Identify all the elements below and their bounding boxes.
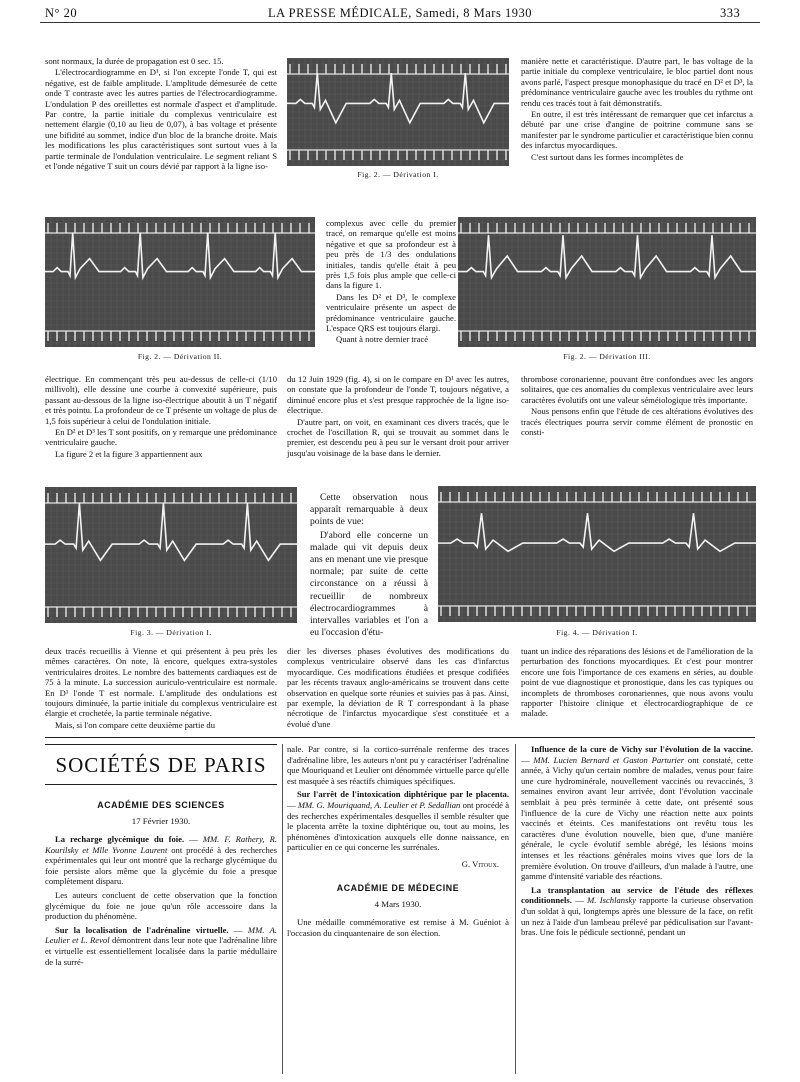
figure-caption: Fig. 2. — Dérivation III. [563,352,651,361]
ecg-trace [45,217,315,347]
paragraph: Dans les D² et D³, le complexe ventriculaire présente un aspect de prédominance ventriculaire gauche. L'espace QRS est toujours élargi. [326,291,456,334]
figure-caption: Fig. 2. — Dérivation II. [137,352,223,361]
communication-authors: MM. A. Leulier et L. Revol [45,924,277,946]
communication: Influence de la cure de Vichy sur l'évolution de la vaccine. — MM. Lucien Bernard et Gaston Parturier ont constaté, cette année, à Vichy qu'un certain nombre de malades, venus pour faire une cure hydrominérale, nouvellement vaccinés ou revaccinés, 3 semaines environ avant leur arrivée, dont l'évolution vaccinale semblait à peu près terminée à cette date, ont présenté sous l'influence de la cure de Vichy une réaction nette aux points vaccinés et éteints. Ces manifestations ont revêtu tous les caractères d'une évolution nouvelle, bien que, d'une manière générale, le cycle évolutif semble abrégé, les lésions moins intenses et les réactions générales moins vives que lors de la première évolution. On trouve d'ailleurs, d'un malade à l'autre, une gamme d'intensité variable des réactions. [521,744,754,882]
ecg-figure-2 [45,217,315,347]
academy-heading: ACADÉMIE DES SCIENCES [97,800,225,810]
session-date: 17 Février 1930. [131,816,191,826]
paragraph: D'abord elle concerne un malade qui vit depuis deux ans en menant une vie presque normale; par suite de cette circonstance on a réussi à recueillir de nombreux électrocardiogrammes à intervalles variables et l'on a eu l'occasion d'étu- [310,529,428,639]
communication-authors: MM. F. Rathery, R. Kourilsky et Mlle Yvonne Laurent [45,834,278,855]
communication-text: Une médaille commémorative est remise à M. Guéniot à l'occasion du cinquantenaire de son élection. [287,916,509,938]
communication: La transplantation au service de l'étude des réflexes conditionnels. — M. Ischlansky rapporte la curieuse observation d'un soldat à qui, longtemps après une blessure de la face, on refit un nez à l'aide d'un lambeau prélevé par pédiculisation sur l'avant-bras. Une fois le pédicule sectionné, pendant un [521,884,753,938]
paragraph: En outre, il est très intéressant de remarquer que cet infarctus a débuté par une crise d'angine de poitrine commune sans se manifester par le syndrome particulier et caractéristique bien connu des infarctus myocardiques. [521,109,753,151]
academy-heading: ACADÉMIE DE MÉDECINE [336,882,460,893]
session-date: 4 Mars 1930. [374,898,422,909]
societies-col-2 [287,744,509,941]
communication-title: La transplantation au service de l'étude des réflexes conditionnels. [521,884,753,906]
figure-caption: Fig. 2. — Dérivation I. [357,170,439,179]
article-right-bottom [521,646,753,720]
paragraph: C'est surtout dans les formes incomplètes de [531,151,684,162]
communication-authors: M. Ischlansky [587,895,637,906]
article-center-mid [287,374,509,459]
paragraph: complexus avec celle du premier tracé, on remarque qu'elle est moins négative et que sa profondeur est à peu près de 1/3 des ondulations initiales, tandis qu'elle était à peu près 1,5 fois plus ample que celle-ci dans la figure 1. [326,218,456,291]
paragraph: La figure 2 et la figure 3 appartiennent aux [55,448,203,459]
communication: La recharge glycémique du foie. — MM. F. Rathery, R. Kourilsky et Mlle Yvonne Laurent ont procédé à des recherches expérimentales qui leur ont montré que la recharge glycémique du foie persiste alors même que la glycémie du foie a presque complètement disparu. [45,834,278,887]
ecg-figure-4 [45,487,297,623]
communication-title: La recharge glycémique du foie. [55,834,185,844]
communication [45,890,277,922]
communication-text: nale. Par contre, si la cortico-surrénale renferme des traces d'adrénaline libre, les auteurs n'ont pu y caractériser l'adrénaline que Mouriquand et Leulier ont dénommée virtuelle parce qu'elle est masquée à ses réactifs chimiques spécifiques. [287,744,509,786]
communication-text: rapporte la curieuse observation d'un soldat à qui, longtemps après une blessure de la face, on refit un nez à l'aide d'un lambeau prélevé par pédiculisation sur l'avant-bras. Une fois le pédicule sectionné, pendant un [521,895,753,938]
communication-title: Sur l'arrêt de l'intoxication diphtérique par le placenta. [297,789,509,800]
article-center-narrow [326,218,456,346]
column-divider [282,744,283,1074]
paragraph: thrombose coronarienne, pouvant être confondues avec les angors solitaires, que ces anomalies du complexus ventriculaire avec leurs caractères évolutifs ont une valeur séméiologique très importante. [521,374,753,405]
page-number: 333 [720,6,741,20]
ecg-trace [458,217,756,347]
paragraph: D'autre part, on voit, en examinant ces divers tracés, que le crochet de l'oscillation R, qui se trouvait au sommet dans le premier, est descendu peu à peu sur le versant droit pour arriver jusqu'au voisinage de la base dans le dernier. [287,416,509,458]
communication-authors: MM. G. Mouriquand, A. Leulier et P. Sedallian [297,799,461,810]
societies-col-3 [521,744,753,941]
figure-caption: Fig. 4. — Dérivation I. [556,628,638,637]
column-divider [515,744,516,1074]
communication: Sur la localisation de l'adrénaline virtuelle. — MM. A. Leulier et L. Revol démontrent dans leur note que l'adrénaline libre et virtuelle est essentiellement localisée dans la partie médullaire de la surré- [45,924,277,967]
paragraph: électrique. En commençant très peu au-dessus de celle-ci (1/10 millivolt), elle dessine une courbe à convexité supérieure, puis passant au-dessous de la ligne iso-électrique aboutit à un T négatif et très pointu. La profondeur de ce T présente un voltage de plus de 1,5 fois supérieur à celui de l'ondulation initiale. [45,374,277,426]
issue-number: N° 20 [45,6,78,20]
journal-header: LA PRESSE MÉDICALE, Samedi, 8 Mars 1930 [268,6,532,20]
paragraph: du 12 Juin 1929 (fig. 4), si on le compare en D¹ avec les autres, on constate que la profondeur de l'onde T, toujours négative, a diminué encore plus et s'est presque rapprochée de la ligne iso-électrique. [287,374,509,416]
article-left-bottom [45,646,277,731]
paragraph: Mais, si l'on compare cette deuxième partie du [55,719,215,730]
communication-text: ont procédé à des recherches expérimentales desquelles il semble résulter que le placenta arrête la toxine diphtérique ou, tout au moins, les phénomènes d'intoxication auxquels elle donne naissance, en particulier en ce qui concerne les surrénales. [287,799,510,853]
article-right-top [521,56,753,163]
section-divider [45,737,755,738]
communication-authors: MM. Lucien Bernard et Gaston Parturier [533,754,685,765]
article-left-mid [45,374,277,460]
paragraph: Nous pensons enfin que l'étude de ces altérations évolutives des tracés électriques pourra servir comme élément de pronostic en consti- [521,406,753,438]
communication-text: Les auteurs concluent de cette observation que la fonction glycémique du foie ne joue qu'un rôle accessoire dans la production du phénomène. [45,889,277,922]
paragraph: sont normaux, la durée de propagation est 0 sec. 15. [45,56,224,66]
article-right-mid [521,374,753,438]
header-rule [40,22,760,23]
ecg-trace [438,486,756,622]
article-center-lower [310,492,428,640]
ecg-trace [45,487,297,623]
paragraph: deux tracés recueillis à Vienne et qui présentent à peu près les mêmes caractères. On note, là encore, quelques extra-systoles ventriculaires droites. Le nombre des battements cardiaques est de 75 à la minute. La succession auriculo-ventriculaire est normale. En D¹ l'onde T est normale. L'amplitude des ondulations est toujours diminuée, la partie initiale du complexus ventriculaire est élargie et crochetée, la partie terminale négative. [45,646,277,719]
paragraph: L'électrocardiogramme en D¹, si l'on excepte l'onde T, qui est négative, est de faible amplitude. L'amplitude démesurée de cette onde T contraste avec les autres parties de l'électrocardiogramme. L'ondulation P des oreillettes est normale d'aspect et d'amplitude. Par contre, la partie initiale du complexus ventriculaire est nettement élargie (0,10 au lieu de 0,07), à bas voltage et présente une bifidité au sommet, indice d'un bloc de la branche droite. Mais les modifications les plus caractéristiques sont surtout vues à la partie terminale de l'ondulation ventriculaire. Le segment reliant S et l'onde négative T suit un cours dévié par rapport à la ligne iso- [45,67,277,172]
communication: Sur l'arrêt de l'intoxication diphtérique par le placenta. — MM. G. Mouriquand, A. Leulier et P. Sedallian ont procédé à des recherches expérimentales desquelles il semble résulter que le placenta arrête la toxine diphtérique ou, tout au moins, les phénomènes d'intoxication auxquels elle donne naissance, en particulier en ce qui concerne les surrénales. [287,789,510,853]
section-title: SOCIÉTÉS DE PARIS [55,753,267,777]
paragraph: dier les diverses phases évolutives des modifications du complexus ventriculaire observé dans les cas d'infarctus myocardique. Ces modifications étudiées et presque codifiées par les récents travaux anglo-américains se trouvent dans cette observation en quelque sorte réunies et suivies pas à pas. Ainsi, par exemple, la déviation de R T correspondant à la phase nécrotique de l'infarctus myocardique s'est constituée et a évolué d'une [287,646,509,729]
article-left-top [45,56,277,172]
ecg-figure-3 [458,217,756,347]
communication-text: démontrent dans leur note que l'adrénaline libre et virtuelle est essentiellement localisée dans la partie médullaire de la surré- [45,935,277,967]
paragraph: Quant à notre dernier tracé [336,334,429,345]
communication [287,744,509,786]
paragraph: Cette observation nous apparaît remarquable à deux points de vue: [310,492,428,528]
paragraph: tuant un indice des réparations des lésions et de l'amélioration de la perturbation des fonctions myocardiques. Et c'est pour montrer encore une fois l'importance de ces examens en séries, au double point de vue diagnostique et pronostique, dans les cas typiques ou incomplets de thromboses coronariennes, que nous avons voulu rapporter l'histoire clinique et électrocardiographique de ce malade. [521,646,753,719]
signature: G. Vitoux. [461,858,499,869]
paragraph: En D² et D³ les T sont positifs, on y remarque une prédominance ventriculaire gauche. [45,427,277,448]
societies-col-1 [45,800,277,970]
communication-text: ont procédé à des recherches expérimentales qui leur ont montré que la recharge glycémique du foie persiste alors même que la glycémie du foie a presque complètement disparu. [45,844,277,887]
communication-title: Sur la localisation de l'adrénaline virtuelle. [55,924,229,935]
communication-text: ont constaté, cette année, à Vichy qu'un certain nombre de malades, venus pour faire une cure hydrominérale, nouvellement vaccinés ou revaccinés, 3 semaines environ avant leur arrivée, dont l'évolution vaccinale semblait à peu près terminée à cette date, ont présenté sous l'influence de la cure de Vichy une réaction nette aux points vaccinés et éteints. Ces manifestations ont revêtu tous les caractères d'une évolution nouvelle, bien que, d'une manière générale, le cycle évolutif semble abrégé, les lésions moins intenses et les réactions générales moins vives que lors de la première évolution. On trouve d'ailleurs, d'un malade à l'autre, une gamme d'intensité variable des réactions. [521,754,754,882]
communication-title: Influence de la cure de Vichy sur l'évolution de la vaccine. [531,744,753,754]
ecg-figure-1 [287,58,509,166]
article-center-bottom [287,646,509,730]
paragraph: manière nette et caractéristique. D'autre part, le bas voltage de la partie initiale du complexe ventriculaire, le bloc partiel dont nous avons parlé, l'aspect presque monophasique du tracé en D² et D³, la prédominance ventriculaire gauche avec les troubles du rythme ont rendu ces tracés tout à fait démonstratifs. [521,56,753,108]
ecg-figure-5 [438,486,756,622]
ecg-trace [287,58,509,166]
figure-caption: Fig. 3. — Dérivation I. [130,628,212,637]
section-title-box [45,744,277,785]
